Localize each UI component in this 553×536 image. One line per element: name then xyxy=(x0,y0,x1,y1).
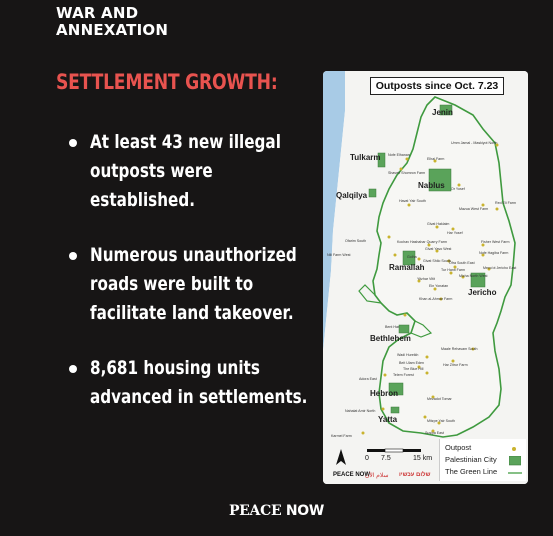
brand-word-1: PEACE xyxy=(228,503,282,519)
outpost-marker xyxy=(408,204,411,207)
map-legend xyxy=(439,439,526,481)
brand-logo xyxy=(0,503,553,519)
city-square-icon xyxy=(509,456,521,466)
bullet-text: Numerous unauthorized roads were built to facilitate land takeover. xyxy=(90,244,297,324)
outpost-label: Beit Ulam Eden xyxy=(399,361,424,365)
city-label-yatta: Yatta xyxy=(378,415,398,424)
outpost-label: Adora East xyxy=(359,377,377,381)
outpost-label: Mezadot Tomar xyxy=(427,397,452,401)
outpost-label: Shaveh Shomron Farm xyxy=(388,171,426,175)
outposts-map xyxy=(323,71,528,484)
scale-label: 7.5 xyxy=(381,455,391,462)
outpost-label: Ofra South East xyxy=(449,261,475,265)
outpost-marker xyxy=(384,374,387,377)
outpost-marker xyxy=(426,372,429,375)
footer-logo-hebrew: שלום עכשיו xyxy=(399,472,431,478)
outpost-label: Ein Yonatan xyxy=(429,284,449,288)
outpost-label: Nili Farm West xyxy=(327,253,351,257)
outpost-marker xyxy=(388,236,391,239)
scale-label: 0 xyxy=(365,455,369,462)
bullet-list xyxy=(68,128,318,438)
outpost-marker xyxy=(362,432,365,435)
legend-green-line-label: The Green Line xyxy=(445,467,498,476)
outpost-label: Nahalat Amir North xyxy=(345,409,376,413)
section-title: SETTLEMENT GROWTH: xyxy=(56,70,278,94)
bullet-text: At least 43 new illegal outposts were established. xyxy=(90,131,281,211)
outpost-marker xyxy=(404,314,407,317)
outpost-label: Micha North West xyxy=(459,274,488,278)
scale-label: 15 km xyxy=(413,455,433,462)
outpost-label: Golha xyxy=(407,255,417,259)
legend-outpost-label: Outpost xyxy=(445,443,472,452)
north-arrow-icon xyxy=(335,449,347,467)
outpost-label: Nofe Elhanan xyxy=(388,153,410,157)
outpost-label: Red Eli Farm xyxy=(495,201,516,205)
header-title xyxy=(56,5,168,39)
map-footer-logo xyxy=(323,466,439,484)
outpost-label: Givat Haklaim xyxy=(427,222,450,226)
outpost-label: Tur Hanit Farm xyxy=(441,268,466,272)
outpost-dot-icon xyxy=(510,445,518,453)
city-label-qalqilya: Qalqilya xyxy=(336,191,368,200)
outpost-label: Wadi Hureikh xyxy=(397,353,419,357)
outpost-marker xyxy=(418,258,421,261)
outpost-label: Elhai Farm xyxy=(427,157,445,161)
outpost-label: Har Zitrur Farm xyxy=(443,363,468,367)
header-line-1: WAR AND xyxy=(56,4,139,22)
green-line-icon xyxy=(508,469,522,477)
map-title: Outposts since Oct. 7.23 xyxy=(370,77,504,95)
city-label-nablus: Nablus xyxy=(418,181,445,190)
city-label-hebron: Hebron xyxy=(370,389,398,398)
header-line-2: ANNEXATION xyxy=(56,21,169,39)
outpost-marker xyxy=(382,408,385,411)
outpost-label: Givat Shilo South xyxy=(423,259,451,263)
city-label-jericho: Jericho xyxy=(468,288,497,297)
footer-logo-arabic: سلام الآن xyxy=(365,473,389,479)
outpost-label: Havat Yair South xyxy=(399,199,426,203)
brand-word-2: NOW xyxy=(285,503,325,519)
city-bethlehem xyxy=(399,325,409,333)
city-label-tulkarm: Tulkarm xyxy=(350,153,381,162)
outpost-label: Har Yosef xyxy=(447,231,463,235)
outpost-label: Maale Rehavam South xyxy=(441,347,478,351)
city-qalqilya xyxy=(369,189,376,197)
outpost-marker xyxy=(394,254,397,257)
footer-logo-english: PEACE NOW xyxy=(333,472,371,478)
outpost-label: Givat Yavo West xyxy=(425,247,452,251)
bullet-dot-icon xyxy=(69,139,77,147)
outpost-label: Nofe Hagiba Farm xyxy=(479,251,509,255)
outpost-label: Karmel Farm xyxy=(331,434,352,438)
outpost-label: Or Yosef xyxy=(451,187,465,191)
outpost-label: Mitzpe Yair South xyxy=(427,419,456,423)
city-label-jenin: Jenin xyxy=(432,108,453,117)
outpost-marker xyxy=(426,356,429,359)
outpost-label: Fisher West Farm xyxy=(481,240,510,244)
legend-city-label: Palestinian City xyxy=(445,455,497,464)
outpost-label: Ofarim South xyxy=(345,239,367,243)
outpost-label: Bent Har xyxy=(385,325,400,329)
bullet-dot-icon xyxy=(69,252,77,260)
outpost-marker xyxy=(406,158,409,161)
outpost-label: Telem Forest xyxy=(393,373,414,377)
bullet-text: 8,681 housing units advanced in settlements. xyxy=(90,357,308,408)
outpost-label: Mazua West Farm xyxy=(459,207,489,211)
outpost-marker xyxy=(496,208,499,211)
city-yatta xyxy=(391,407,399,413)
outpost-label: Umm Jamal - Maskiyot North xyxy=(451,141,498,145)
city-label-ramallah: Ramallah xyxy=(389,263,425,272)
outpost-label: Susiya East xyxy=(425,431,444,435)
outpost-label: Yitzhar Vitit xyxy=(417,277,435,281)
outpost-label: Mevo'ot Jericho East xyxy=(483,266,517,270)
bullet-item xyxy=(68,128,318,215)
bullet-item xyxy=(68,354,318,412)
city-label-bethlehem: Bethlehem xyxy=(370,334,411,343)
bullet-dot-icon xyxy=(69,365,77,373)
outpost-label: Khan al-Ahmar Farm xyxy=(419,297,453,301)
outpost-label: Kochav Hashahar Quarry Farm xyxy=(397,240,447,244)
outpost-label: The Blue Hill xyxy=(403,367,424,371)
bullet-item xyxy=(68,241,318,328)
